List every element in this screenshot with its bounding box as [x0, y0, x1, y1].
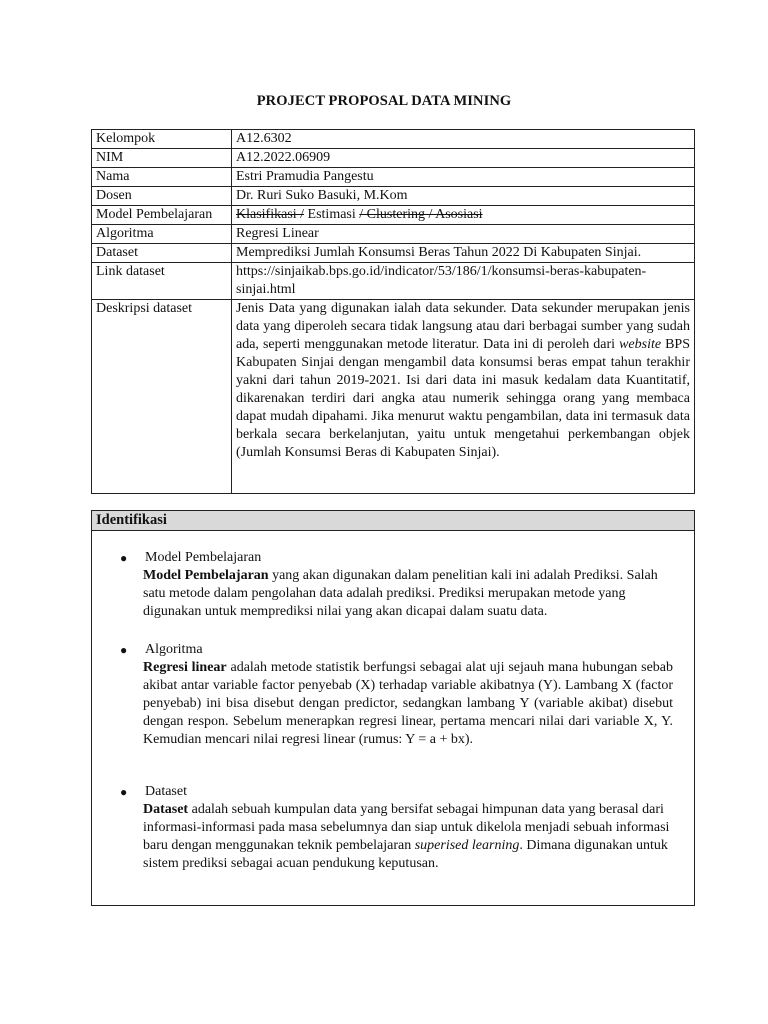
- bullet-icon: ●: [120, 643, 128, 657]
- struck-option: / Clustering / Asosiasi: [359, 207, 483, 222]
- row-key: Kelompok: [92, 130, 232, 149]
- description-italic: website: [619, 337, 662, 352]
- table-row: [92, 168, 695, 187]
- bullet-icon: ●: [120, 785, 128, 799]
- info-table: [91, 129, 695, 494]
- table-row: [92, 206, 695, 225]
- row-value: [232, 206, 695, 225]
- table-row: [92, 130, 695, 149]
- page-title: PROJECT PROPOSAL DATA MINING: [256, 93, 512, 109]
- row-value: Dr. Ruri Suko Basuki, M.Kom: [232, 187, 695, 206]
- item-italic: superised learning: [414, 838, 520, 853]
- description-text: BPS Kabupaten Sinjai dengan mengambil data konsumsi beras empat tahun terakhir yakni dari tahun 2019-2021. Isi dari data ini masuk kedalam data Kuantitatif, dikarenakan terdiri dari angka atau numerik sehingga orang yang membaca dapat mudah dipahami. Jika menurut waktu pengambilan, data ini termasuk data berkala secara berkelanjutan, yaitu untuk mengetahui perkembangan objek (Jumlah Konsumsi Beras di Kabupaten Sinjai).: [236, 337, 690, 460]
- identifikasi-header: Identifikasi: [92, 511, 694, 531]
- description-text: Jenis Data yang digunakan ialah data sekunder. Data sekunder merupakan jenis data yang diperoleh secara tidak langsung atau dari berbagai sumber yang sudah ada, seperti menggunakan metode literatur. Data ini di peroleh dari: [236, 301, 690, 352]
- item-bold: Model Pembelajaran: [143, 568, 269, 583]
- item-title: Algoritma: [145, 642, 203, 657]
- item-bold: Dataset: [143, 802, 189, 817]
- row-key: Link dataset: [92, 263, 232, 300]
- row-value: Regresi Linear: [232, 225, 695, 244]
- item-text: yang akan digunakan dalam penelitian kali ini adalah Prediksi. Salah satu metode dalam pengolahan data adalah prediksi. Prediksi merupakan metode yang digunakan untuk memprediksi nilai yang akan dicapai dalam suatu data.: [143, 568, 658, 619]
- row-value: Estri Pramudia Pangestu: [232, 168, 695, 187]
- item-body: [143, 567, 673, 621]
- row-key: Dosen: [92, 187, 232, 206]
- struck-option: Klasifikasi /: [236, 207, 305, 222]
- item-text: adalah metode statistik berfungsi sebagai alat uji sejauh mana hubungan sebab akibat antar variable factor penyebab (X) terhadap variable akibatnya (Y). Lambang X (factor penyebab) ini bisa disebut dengan predictor, sedangkan lambang Y (variable akibat) disebut dengan respon. Sebelum menerapkan regresi linear, pertama mencari nilai dari variable X, Y. Kemudian mencari nilai regresi linear (rumus: Y = a + bx).: [143, 660, 673, 747]
- row-value: [232, 300, 695, 494]
- row-value: A12.2022.06909: [232, 149, 695, 168]
- row-key: Algoritma: [92, 225, 232, 244]
- row-key: NIM: [92, 149, 232, 168]
- identifikasi-box: [91, 510, 695, 906]
- table-row: [92, 263, 695, 300]
- item-body: [143, 801, 673, 873]
- row-key: Deskripsi dataset: [92, 300, 232, 494]
- row-key: Dataset: [92, 244, 232, 263]
- item-body: [143, 659, 673, 749]
- row-value: Memprediksi Jumlah Konsumsi Beras Tahun 2022 Di Kabupaten Sinjai.: [232, 244, 695, 263]
- selected-option: Estimasi: [304, 207, 360, 222]
- item-text: . Dimana digunakan untuk sistem prediksi sebagai acuan pendukung keputusan.: [143, 838, 668, 871]
- dataset-link[interactable]: https://sinjaikab.bps.go.id/indicator/53/186/1/konsumsi-beras-kabupaten-sinjai.html: [232, 263, 695, 300]
- item-title: Model Pembelajaran: [145, 550, 262, 565]
- table-row: [92, 244, 695, 263]
- table-row: [92, 300, 695, 494]
- item-bold: Regresi linear: [143, 660, 227, 675]
- item-text: adalah sebuah kumpulan data yang bersifat sebagai himpunan data yang berasal dari informasi-informasi pada masa sebelumnya dan siap untuk dikelola menjadi sebuah informasi baru dengan menggunakan teknik pembelajaran: [143, 802, 670, 853]
- table-row: [92, 187, 695, 206]
- table-row: [92, 149, 695, 168]
- item-title: Dataset: [145, 784, 187, 799]
- row-key: Nama: [92, 168, 232, 187]
- bullet-icon: ●: [120, 551, 128, 565]
- table-row: [92, 225, 695, 244]
- row-key: Model Pembelajaran: [92, 206, 232, 225]
- row-value: A12.6302: [232, 130, 695, 149]
